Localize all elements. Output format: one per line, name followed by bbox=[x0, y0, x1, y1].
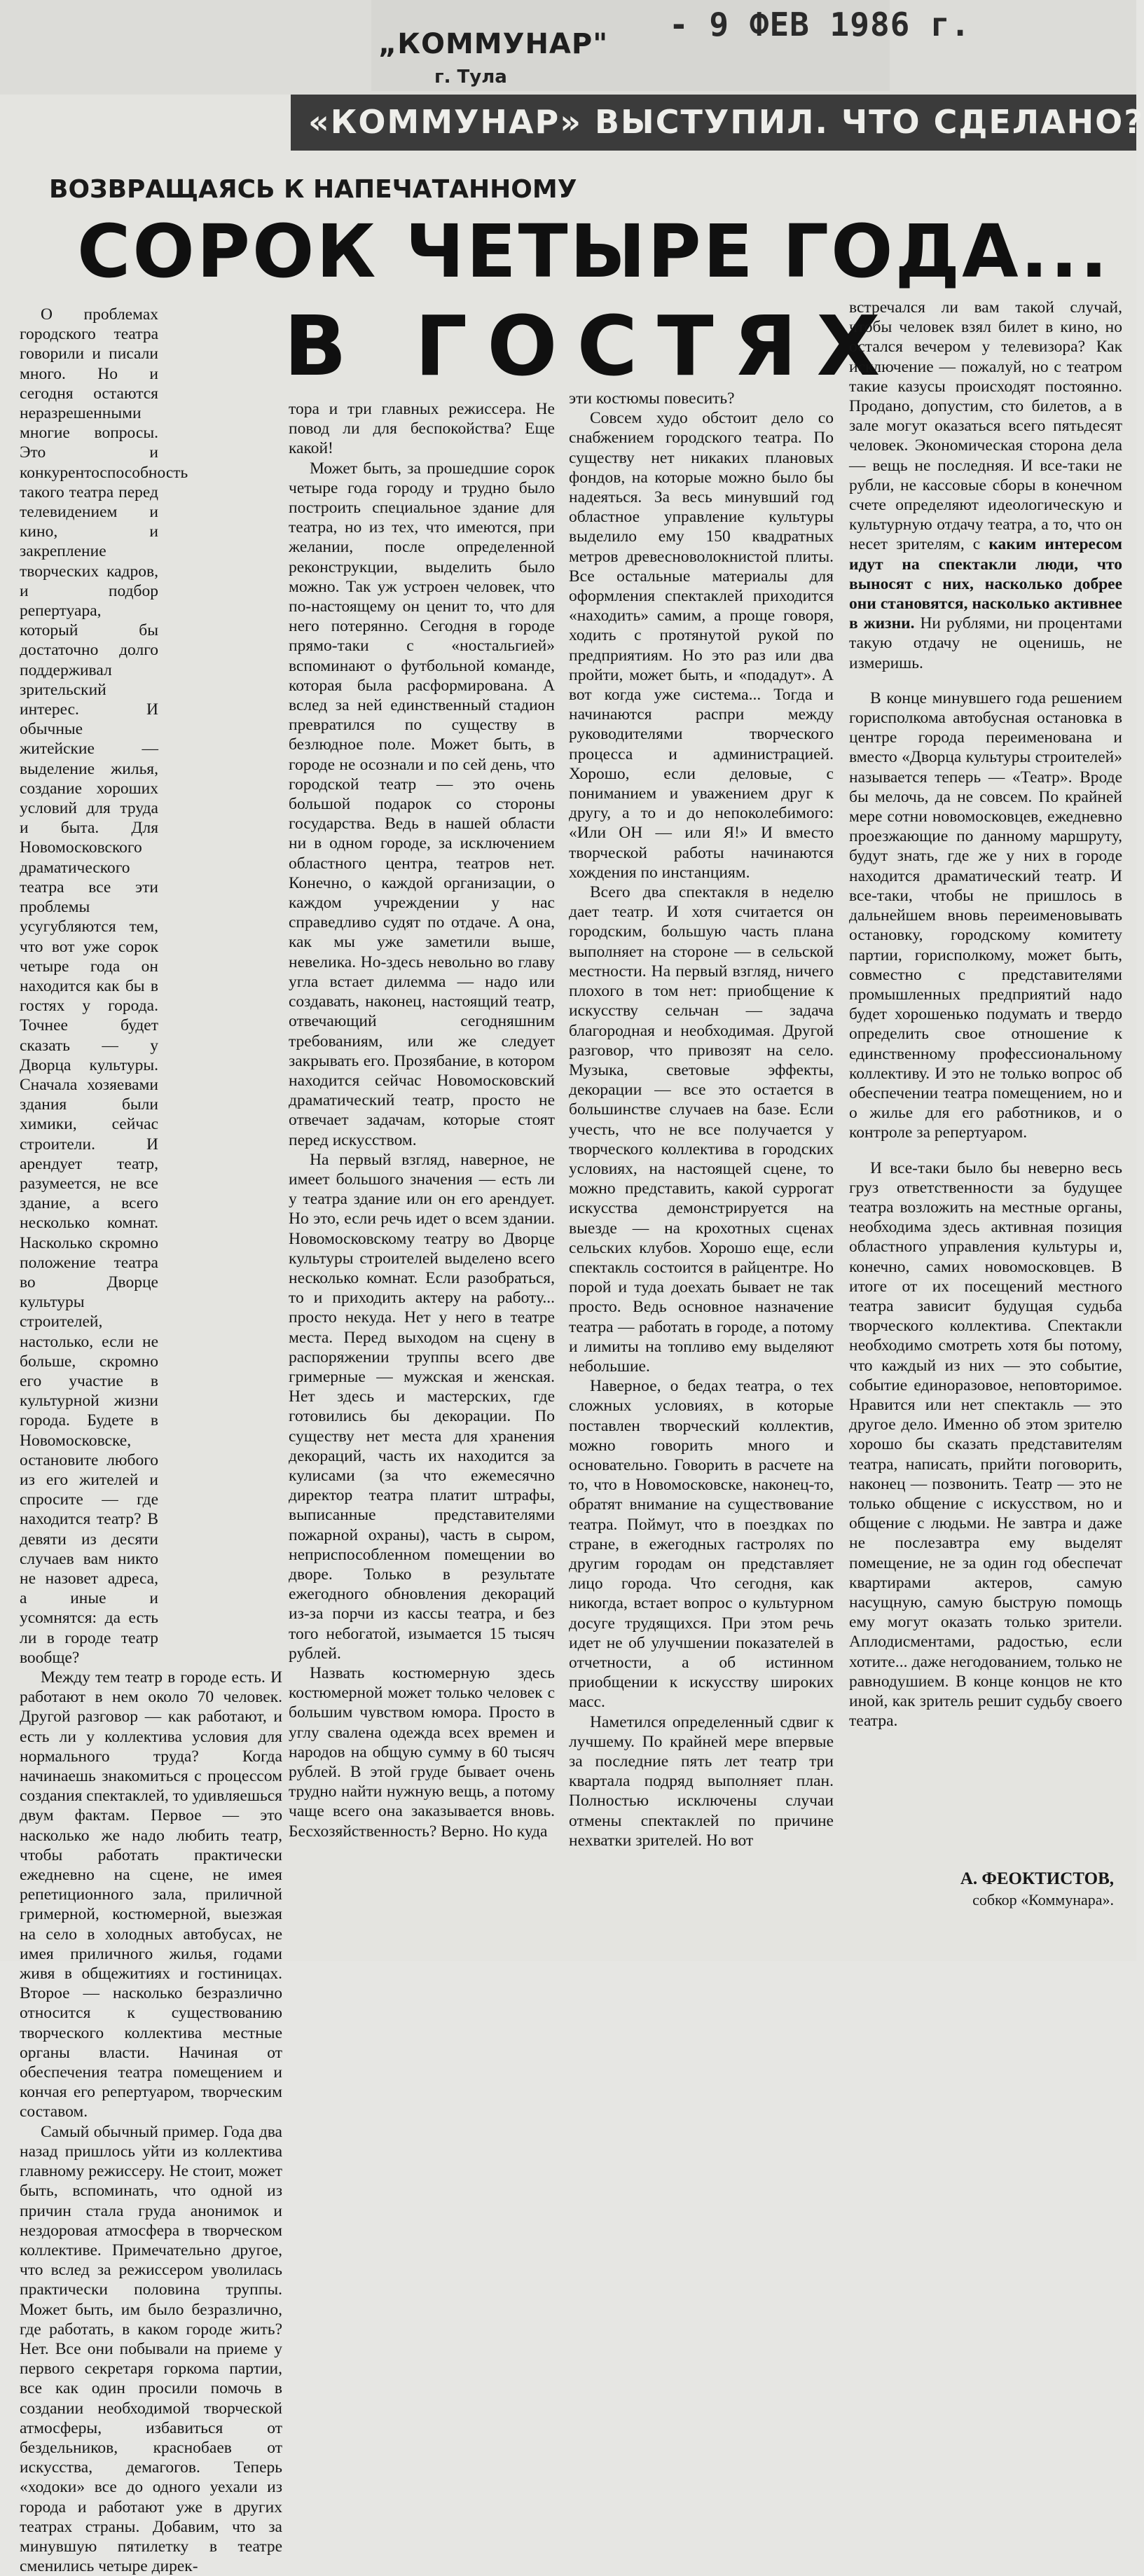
paragraph: тора и три главных режиссера. Не повод ли для беспокойства? Еще какой! bbox=[289, 400, 555, 458]
article-column-3 bbox=[569, 389, 834, 1954]
paragraph: Между тем театр в городе есть. И работают в нем около 70 человек. Другой разговор — как работают, и есть ли у коллектива условия для нормального труда? Когда начинаешь знакомиться с процессом создания спектаклей, то удивляешься двум фактам. Первое — это насколько же надо любить театр, чтобы работать практически ежедневно на сцене, не имея репетиционного зала, приличной гримерной, костюмерной, выезжая на село в холодных автобусах, не имея приличного жилья, годами живя в общежитиях и гостиницах. Второе — насколько безразлично относится к существованию творческого коллектива местные органы власти. Начиная от обеспечения театра помещением и кончая его репертуаром, творческим составом. bbox=[20, 1668, 282, 2121]
paragraph: Может быть, за прошедшие сорок четыре года городу и трудно было построить специальное здание для театра, но из тех, что имеются, при желании, после определенной реконструкции, выделить было можно. Так уж устроен человек, что по-настоящему он ценит то, что для него потерянно. Сегодня в городе прямо-таки с «ностальгией» вспоминают о футбольной команде, которая была расформирована. А вслед за ней единственный стадион превратился по существу в безлюдное поле. Может быть, в городе не осознали и по сей день, что городской театр — это очень большой подарок со стороны государства. Ведь в нашей области ни в одном городе, за исключением областного центра, театров нет. Конечно, о каждой организации, о каждом учреждении у нас справедливо судят по отдаче. А она, как мы уже заметили выше, невелика. Но-здесь невольно во главу угла встает дилемма — надо или создавать, наконец, настоящий театр, отвечающий сегодняшним требованиям, или же следует закрывать его. Прозябание, в котором находится сейчас Новомосковский драматический театр, просто не отвечает задачам, которые стоят перед искусством. bbox=[289, 459, 555, 1149]
paragraph: На первый взгляд, наверное, не имеет большого значения — есть ли у театра здание или он его арендует. Но это, если речь идет о всем здании. Новомосковскому театру во Дворце культуры строителей выделено всего несколько комнат. Если разобраться, то и приходить актеру на работу... просто некуда. Нет у него в театре места. Перед выходом на сцену в распоряжении труппы всего две гримерные — мужская и женская. Нет здесь и мастерских, где готовились бы декорации. По существу нет места для хранения декораций, часть их находится за кулисами (за что ежемесячно директор театра платит штрафы, выписанные представителями пожарной охраны), часть в сыром, неприспособленном помещении во дворе. Только в результате ежегодного обновления декораций из-за порчи из кассы театра, и без того небогатой, изымается 15 тысяч рублей. bbox=[289, 1150, 555, 1663]
paragraph-text: Ни рублями, ни процентами такую отдачу не оценишь, не измеришь. bbox=[849, 614, 1123, 672]
paragraph: Назвать костюмерную здесь костюмерной может только человек с большим чувством юмора. Просто в углу свалена одежда всех времен и народов на общую сумму в 60 тысяч рублей. В этой груде бывает очень трудно найти нужную вещь, а потому чаще всего она заказывается вновь. Бесхозяйственность? Верно. Но куда bbox=[289, 1664, 555, 1841]
author-role: собкор «Коммунара». bbox=[972, 1891, 1114, 1909]
newspaper-name: „КОММУНАР" bbox=[378, 28, 609, 60]
paragraph: О проблемах городского театра говорили и писали много. Но и сегодня остаются неразрешенными многие вопросы. Это и конкурентоспособность такого театра перед телевидением и кино, и закрепление творческих кадров, и подбор репертуара, который бы достаточно долго поддерживал зрительский интерес. И обычные житейские — выделение жилья, создание хороших условий для труда и быта. Для Новомосковского драматического театра все эти проблемы усугубляются тем, что вот уже сорок четыре года он находится как бы в гостях у города. Точнее будет сказать — у Дворца культуры. Сначала хозяевами здания были химики, сейчас строители. И арендует театр, разумеется, не все здание, а всего несколько комнат. Насколько скромно положение театра во Дворце культуры строителей, настолько, если не больше, скромно его участие в культурной жизни города. Будете в Новомосковске, остановите любого из его жителей и спросите — где находится театр? В девяти из десяти случаев вам никто не назовет адреса, а иные и усомнятся: да есть ли в городе театр вообще? bbox=[20, 305, 188, 1667]
paragraph: И все-таки было бы неверно весь груз ответственности за будущее театра возложить на местные органы, необходима здесь активная позиция областного управления культуры и, конечно, самих новомосковцев. В итоге от их посещений местного театра зависит будущая судьба творческого коллектива. Спектакли необходимо смотреть хотя бы потому, что каждый из них — это событие, событие единоразовое, неповторимое. Нравится или нет спектакль — это другое дело. Именно об этом зрителю хорошо бы сказать представителям театра, написать, прийти поговорить, наконец — позвонить. Театр — это не только общение с искусством, но и общение с людьми. Не завтра и даже не послезавтра ему выделят помещение, не за один год обеспечат квартирами актеров, самую насущную, самую быструю помощь ему могут оказать только зрители. Аплодисментами, радостью, если хотите... даже негодованием, только не равнодушием. В конце концов не кто иной, как зритель решит судьбу своего театра. bbox=[849, 1158, 1122, 1731]
headline-line-1: СОРОК ЧЕТЫРЕ ГОДА... bbox=[77, 209, 1110, 294]
article-column-4 bbox=[849, 298, 1122, 1867]
article-column-1 bbox=[20, 305, 282, 2576]
kicker: ВОЗВРАЩАЯСЬ К НАПЕЧАТАННОМУ bbox=[49, 175, 577, 204]
emphasis-text: каким интересом идут на спектакли люди, что выносят с них, насколько добрее они становятся, насколько активнее в жизни. bbox=[849, 535, 1123, 633]
author-name: А. ФЕОКТИСТОВ, bbox=[960, 1869, 1114, 1888]
paragraph: Совсем худо обстоит дело со снабжением городского театра. По существу нет никаких плановых фондов, на которые можно было бы надеяться. За весь минувший год областное управление культуры выделило ему 150 квадратных метров древесноволокнистой плиты. Все остальные материалы для оформления спектаклей приходится «находить» самим, а проще говоря, ходить с протянутой рукой по предприятиям. Но это раз или два пройти, может быть, и «подадут». А вот когда уже система... Тогда и начинаются распри между руководителями творческого процесса и администрацией. Хорошо, если деловые, с пониманием и уважением друг к другу, а то и до непоколебимого: «Или ОН — или Я!» И вместо творческой работы начинаются хождения по инстанциям. bbox=[569, 409, 834, 882]
article-column-2 bbox=[289, 399, 555, 1958]
paragraph: Самый обычный пример. Года два назад пришлось уйти из коллектива главному режиссеру. Не стоит, может быть, вспоминать, что одной из причин стала груда анонимок и нездоровая атмосфера в творческом коллективе. Примечательно другое, что вслед за режиссером уволилась практически половина труппы. Может быть, им было безразлично, где работать, в каком городе жить? Нет. Все они побывали на приеме у первого секретаря горкома партии, все как один просили помочь в создании необходимой творческой атмосферы, избавиться от бездельников, краснобаев от искусства, демагогов. Теперь «ходоки» все до одного уехали из города и работают уже в других театрах страны. Добавим, что за минувшую пятилетку в театре сменились четыре дирек- bbox=[20, 2122, 282, 2576]
paragraph: Наверное, о бедах театра, о тех сложных условиях, в которые поставлен творческий коллектив, можно говорить много и основательно. Говорить в расчете на то, что в Новомосковске, наконец-то, обратят внимание на существование театра. Поймут, что в поездках по стране, в ежегодных гастролях по другим городам он представляет лицо города. Что сегодня, как никогда, встает вопрос о культурном досуге трудящихся. При этом речь идет не об улучшении показателей в отчетности, а об истинном приобщении к искусству широких масс. bbox=[569, 1377, 834, 1712]
paragraph: Всего два спектакля в неделю дает театр. И хотя считается он городским, большую часть плана выполняет на стороне — в сельской местности. На первый взгляд, ничего плохого в том нет: приобщение к искусству сельчан — задача благородная и необходимая. Другой разговор, что привозят на село. Музыка, световые эффекты, декорации — все это остается в большинстве случаев на базе. Если учесть, что не все получается у творческого коллектива в городских условиях, на настоящей сцене, то можно представить, какой суррогат искусства демонстрируется на выезде — на крохотных сценах сельских клубов. Хорошо еще, если спектакль состоится в райцентре. Но порой и туда доехать бывает не так просто. Ведь основное назначение театра — работать в городе, а потому и лимиты на топливо ему выделяют небольшие. bbox=[569, 883, 834, 1376]
rubric-title: «КОММУНАР» ВЫСТУПИЛ. ЧТО СДЕЛАНО? bbox=[308, 103, 1144, 141]
date-stamp: - 9 ФЕВ 1986 г. bbox=[669, 6, 971, 43]
paragraph-text: встречался ли вам такой случай, чтобы человек взял билет в кино, но остался вечером у телевизора? Как исключение — пожалуй, но с театром такие казусы происходят постоянно. Продано, допустим, сто билетов, а в зале могут оказаться всего пятьдесят человек. Экономическая сторона дела — вещь не последняя. И все-таки не рубли, не кассовые сборы в конечном счете определяют идеологическую и культурную отдачу театра, а то, что он несет зрителям, с bbox=[849, 298, 1122, 554]
signature bbox=[876, 1869, 1114, 1911]
headline-line-2: В ГОСТЯХ bbox=[284, 298, 900, 394]
paragraph: эти костюмы повесить? bbox=[569, 389, 735, 408]
newspaper-city: г. Тула bbox=[434, 67, 507, 88]
paragraph: Наметился определенный сдвиг к лучшему. По крайней мере впервые за последние пять лет театр три квартала подряд выполняет план. Полностью исключены случаи отмены спектаклей по причине нехватки зрителей. Но вот bbox=[569, 1712, 834, 1850]
paragraph bbox=[849, 298, 1122, 673]
paragraph: В конце минувшего года решением горисполкома автобусная остановка в центре города переименована и вместо «Дворца культуры строителей» называется теперь — «Театр». Вроде бы мелочь, да не совсем. По крайней мере сотни новомосковцев, ежедневно проезжающие по данному маршруту, будут знать, где же у них в городе находится драматический театр. И все-таки, чтобы не пришлось в дальнейшем вновь переименовывать остановку, городскому комитету партии, горисполкому, может быть, совместно с представителями промышленных предприятий надо будет хорошенько подумать и твердо определить свое отношение к единственному профессиональному коллективу. И это не только вопрос об обеспечении театра помещением, но и о жилье для его работников, и о контроле за репертуаром. bbox=[849, 688, 1122, 1142]
